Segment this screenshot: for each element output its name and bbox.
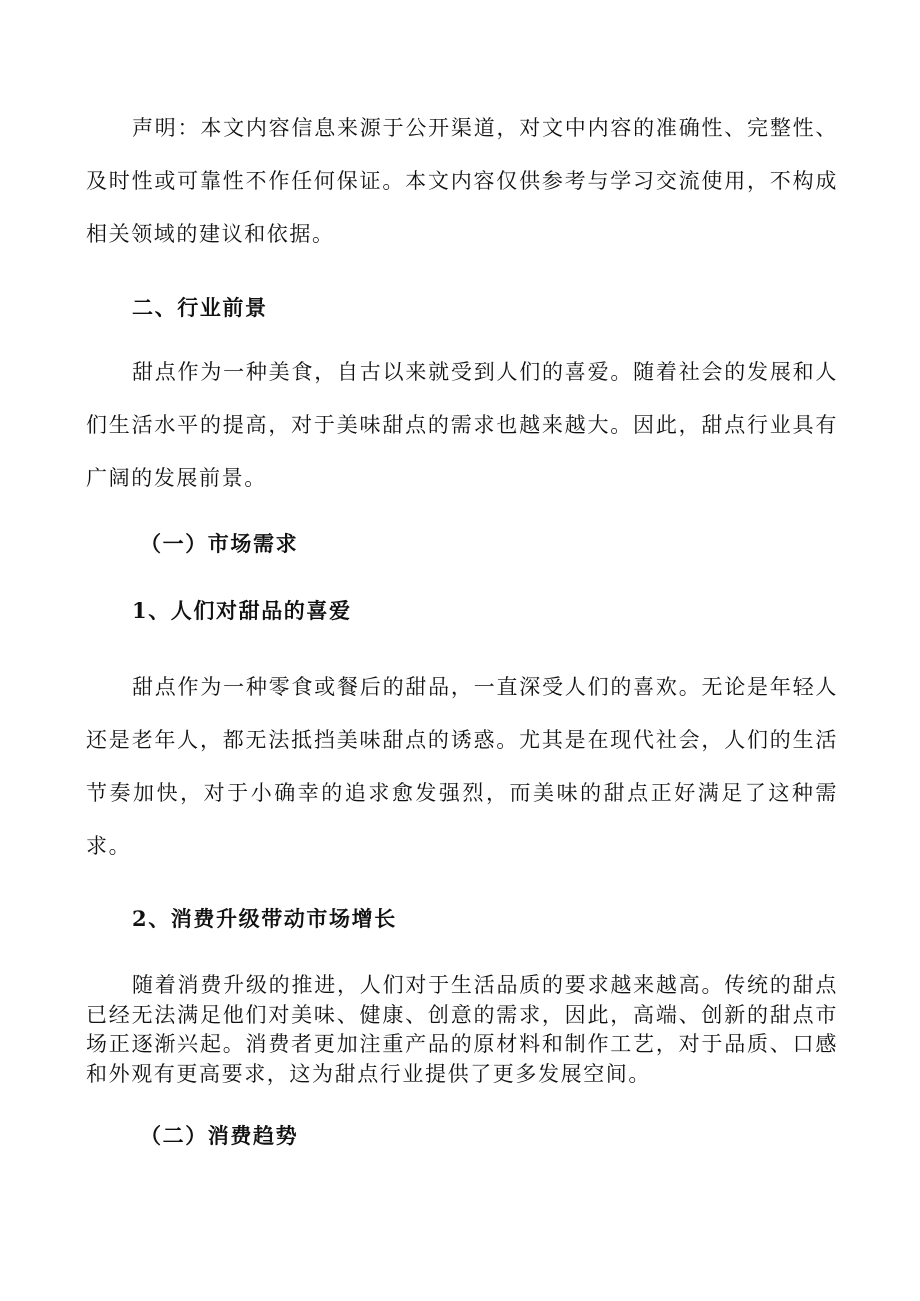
subsection-title-consumption-trends: （二）消费趋势 (140, 1123, 299, 1148)
consumption-upgrade-paragraph: 随着消费升级的推进，人们对于生活品质的要求越来越高。传统的甜点已经无法满足他们对美味、健康、创意的需求，因此，高端、创新的甜点市场正逐渐兴起。消费者更加注重产品的原材料和制作工艺，对于品质、口感和外观有更高要求，这为甜点行业提供了更多发展空间。 (86, 973, 838, 1086)
subsection-title-market-demand: （一）市场需求 (140, 531, 299, 556)
section-title-industry-outlook: 二、行业前景 (132, 295, 268, 320)
disclaimer-paragraph: 声明：本文内容信息来源于公开渠道，对文中内容的准确性、完整性、及时性或可靠性不作任何保证。本文内容仅供参考与学习交流使用，不构成相关领域的建议和依据。 (86, 116, 838, 246)
love-of-desserts-paragraph: 甜点作为一种零食或餐后的甜品，一直深受人们的喜欢。无论是年轻人还是老年人，都无法抵挡美味甜点的诱惑。尤其是在现代社会，人们的生活节奏加快，对于小确幸的追求愈发强烈，而美味的甜点正好满足了这种需求。 (86, 675, 838, 858)
industry-outlook-paragraph: 甜点作为一种美食，自古以来就受到人们的喜爱。随着社会的发展和人们生活水平的提高，对于美味甜点的需求也越来越大。因此，甜点行业具有广阔的发展前景。 (86, 360, 838, 490)
item-title-consumption-upgrade: 2、消费升级带动市场增长 (132, 906, 397, 931)
item-title-love-of-desserts: 1、人们对甜品的喜爱 (132, 598, 352, 623)
